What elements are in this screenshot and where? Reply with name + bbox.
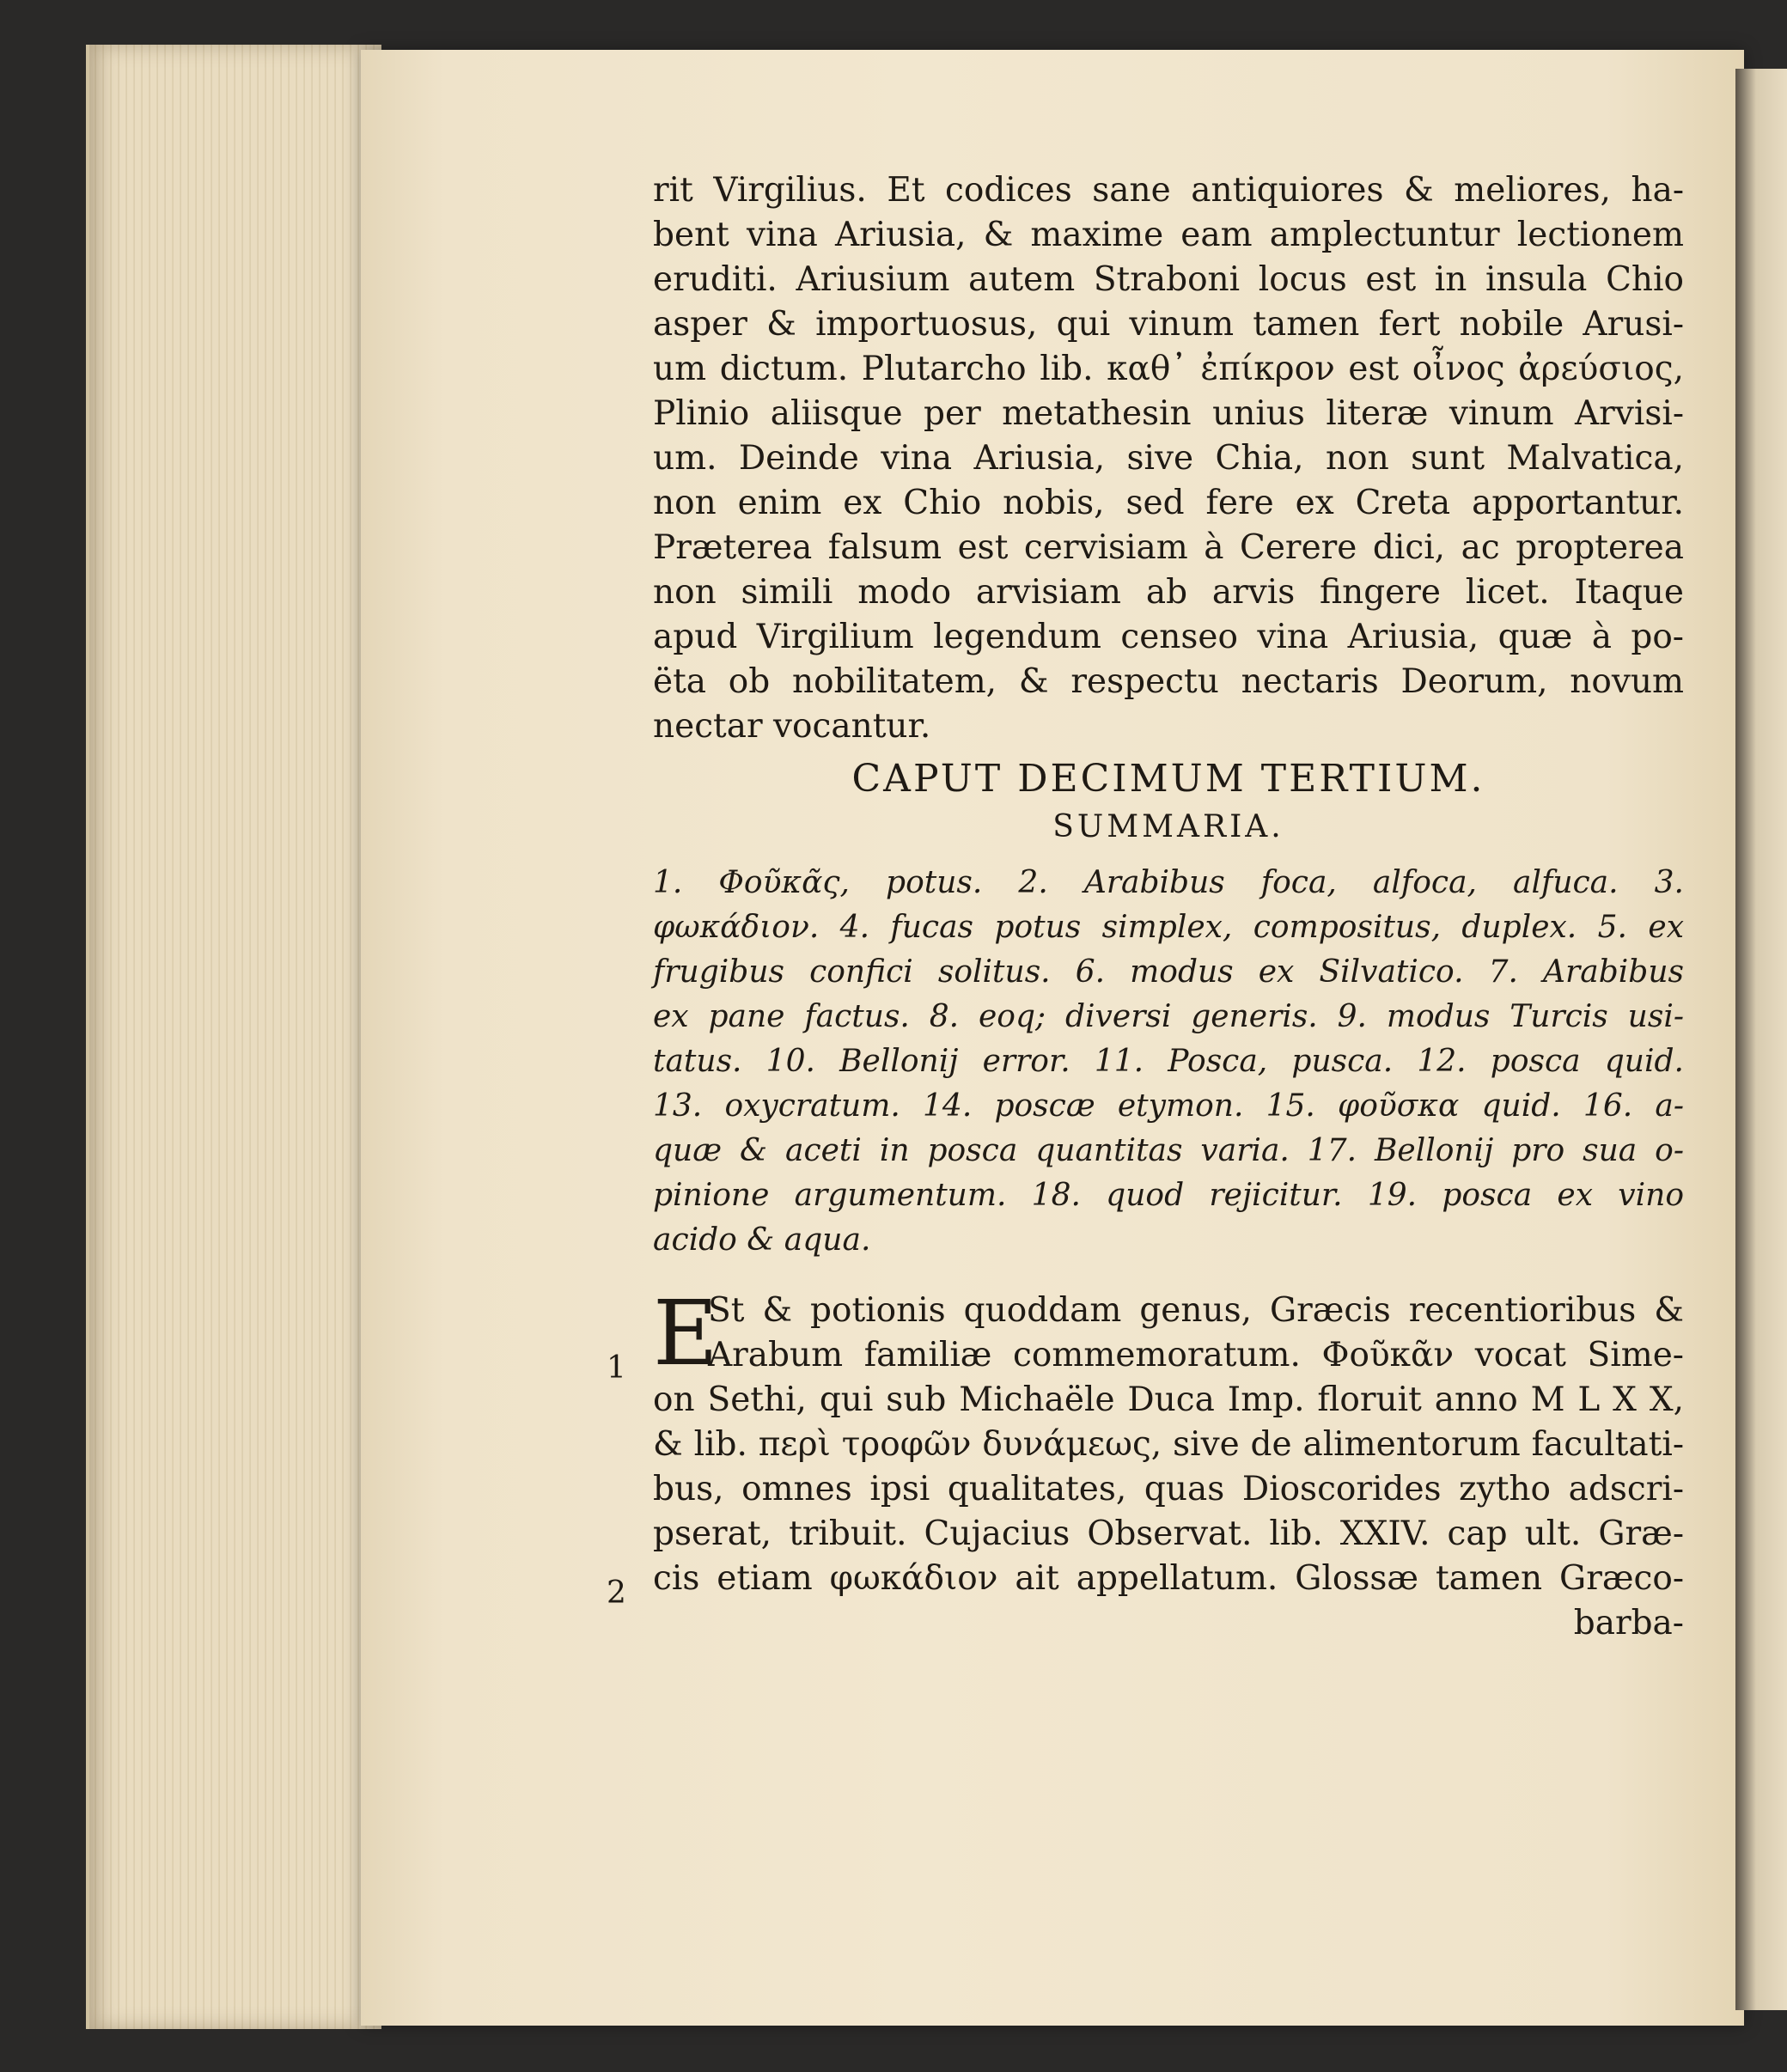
text-line: St & potionis quoddam genus, Græcis recentioribus &: [708, 1291, 1684, 1330]
summary-line: pinione argumentum. 18. quod rejicitur. 19. posca ex vino: [653, 1178, 1684, 1213]
text-line: nectar vocantur.: [653, 707, 931, 746]
summary-line: φωκάδιον. 4. fucas potus simplex, compositus, duplex. 5. ex: [653, 910, 1684, 945]
facing-page-edge: [1735, 69, 1787, 2010]
text-line: non enim ex Chio nobis, sed fere ex Creta apportantur.: [653, 484, 1684, 522]
page-edges: [86, 45, 381, 2029]
summary-line: acido & aqua.: [653, 1222, 871, 1258]
margin-note-2: 2: [607, 1575, 626, 1611]
text-line: rit Virgilius. Et codices sane antiquiores & meliores, ha-: [653, 171, 1684, 210]
summary-line: frugibus confici solitus. 6. modus ex Silvatico. 7. Arabibus: [653, 954, 1684, 990]
text-block: [653, 168, 1684, 1646]
text-line: Arabum familiæ commemoratum. Φοῦκᾶν vocat Sime-: [708, 1336, 1684, 1374]
text-line: Præterea falsum est cervisiam à Cerere dici, ac propterea: [653, 528, 1684, 567]
text-line: & lib. περὶ τροφῶν δυνάμεως, sive de alimentorum facultati-: [653, 1425, 1684, 1464]
margin-note-1: 1: [607, 1350, 626, 1386]
body-paragraph: [653, 1281, 1684, 1646]
catchword: barba-: [1573, 1604, 1684, 1642]
text-line: asper & importuosus, qui vinum tamen fert nobile Arusi-: [653, 305, 1684, 344]
text-line: bus, omnes ipsi qualitates, quas Dioscorides zytho adscri-: [653, 1470, 1684, 1508]
text-line: Plinio aliisque per metathesin unius literæ vinum Arvisi-: [653, 394, 1684, 433]
text-line: ëta ob nobilitatem, & respectu nectaris Deorum, novum: [653, 662, 1684, 701]
text-line: on Sethi, qui sub Michaële Duca Imp. floruit anno M L X X,: [653, 1380, 1684, 1419]
drop-cap: E: [653, 1281, 718, 1386]
text-line: um dictum. Plutarcho lib. καθ᾽ ἐπίκρον est οἶνος ἀρεύσιος,: [653, 350, 1684, 388]
text-line: pserat, tribuit. Cujacius Observat. lib. XXIV. cap ult. Græ-: [653, 1514, 1684, 1553]
summary-heading: SUMMARIA.: [1052, 809, 1284, 844]
text-line: eruditi. Ariusium autem Straboni locus est in insula Chio: [653, 260, 1684, 299]
chapter-heading: CAPUT DECIMUM TERTIUM.: [851, 757, 1485, 801]
text-line: apud Virgilium legendum censeo vina Ariusia, quæ à po-: [653, 618, 1684, 656]
text-line: cis etiam φωκάδιον ait appellatum. Glossæ tamen Græco-: [653, 1559, 1684, 1598]
text-line: bent vina Ariusia, & maxime eam amplectuntur lectionem: [653, 216, 1684, 254]
summary-line: quæ & aceti in posca quantitas varia. 17. Bellonij pro sua o-: [653, 1133, 1684, 1168]
summary-line: 1. Φοῦκᾶς, potus. 2. Arabibus foca, alfoca, alfuca. 3.: [653, 865, 1684, 900]
summary-line: 13. oxycratum. 14. poscæ etymon. 15. φοῦσκα quid. 16. a-: [653, 1088, 1684, 1124]
summary-line: tatus. 10. Bellonij error. 11. Posca, pusca. 12. posca quid.: [653, 1044, 1684, 1079]
text-line: non simili modo arvisiam ab arvis fingere licet. Itaque: [653, 573, 1684, 612]
summary-block: [653, 861, 1684, 1263]
text-line: um. Deinde vina Ariusia, sive Chia, non sunt Malvatica,: [653, 439, 1684, 478]
opening-paragraph: [653, 168, 1684, 749]
summary-line: ex pane factus. 8. eoq; diversi generis. 9. modus Turcis usi-: [653, 999, 1684, 1034]
